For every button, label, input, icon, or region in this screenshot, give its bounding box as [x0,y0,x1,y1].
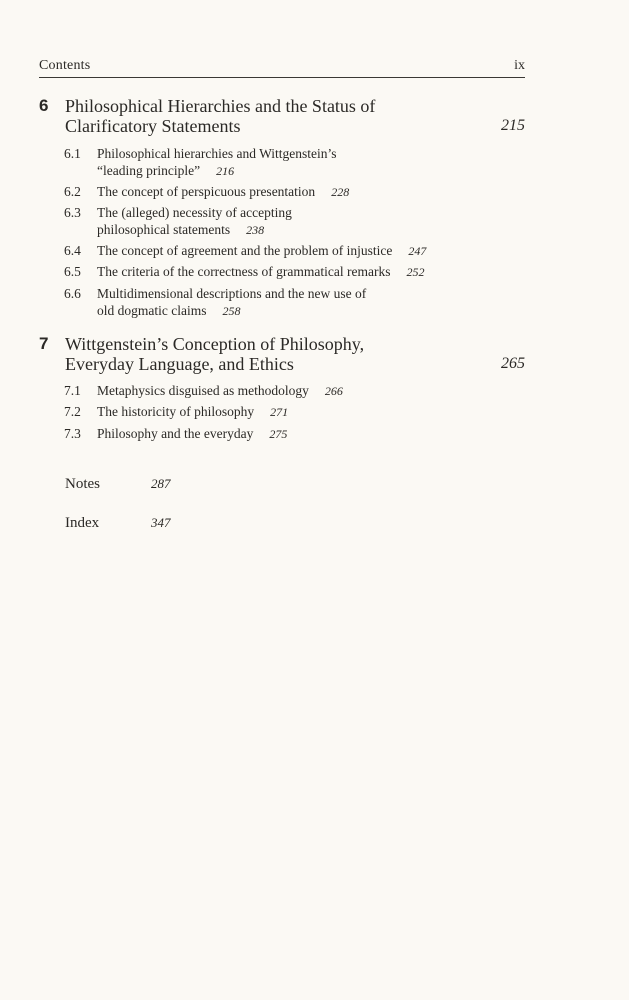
chapter-7-entry [39,334,525,374]
chapter-title [65,334,445,374]
section-title-line [97,382,487,400]
section-title-line: Philosophical hierarchies and Wittgenstein’s [97,146,337,161]
chapter-title-line: Wittgenstein’s Conception of Philosophy, [65,334,365,354]
section-title [97,242,487,260]
chapter-page: 215 [501,117,525,134]
section-title [97,263,487,281]
section-number: 7.3 [64,426,81,441]
chapter-6-entry [39,96,525,136]
section-page: 216 [216,164,235,178]
running-head-page-number: ix [514,58,525,73]
section-title [97,403,487,421]
section-title-text: The concept of perspicuous presentation [97,184,316,199]
section-title-text: The concept of agreement and the problem of injustice [97,243,393,258]
section-title-text: Philosophy and the everyday [97,426,254,441]
section-title [97,183,487,201]
section-number: 6.1 [64,146,81,161]
section-page: 252 [406,265,425,279]
section-page: 228 [331,185,350,199]
section-number: 6.5 [64,264,81,279]
section-title-line: Multidimensional descriptions and the new use of [97,286,367,301]
backmatter-page: 347 [151,515,171,530]
running-head-title: Contents [39,58,91,73]
section-number: 6.6 [64,286,81,301]
section-page: 258 [222,304,241,318]
section-page: 275 [269,427,288,441]
section-number: 6.2 [64,184,81,199]
section-title [97,425,487,443]
section-title [97,145,487,180]
section-page: 266 [324,384,343,398]
section-title-text: The criteria of the correctness of grammatical remarks [97,264,391,279]
chapter-number: 7 [39,334,49,353]
section-title [97,382,487,400]
section-title-text: Metaphysics disguised as methodology [97,383,309,398]
chapter-title-line: Everyday Language, and Ethics [65,354,294,374]
section-title-text: The historicity of philosophy [97,404,255,419]
section-number: 6.3 [64,205,81,220]
section-title-line [97,263,487,281]
section-title-line [97,403,487,421]
section-title [97,285,487,320]
backmatter-label: Notes [65,476,100,492]
section-title [97,204,487,239]
section-title-text: old dogmatic claims [97,303,207,318]
chapter-title [65,96,445,136]
chapter-number: 6 [39,96,49,115]
section-title-line [97,302,487,320]
section-title-line [97,425,487,443]
section-title-line [97,183,487,201]
section-page: 271 [270,405,289,419]
section-number: 7.1 [64,383,81,398]
section-title-line: The (alleged) necessity of accepting [97,205,292,220]
chapter-page: 265 [501,355,525,372]
section-title-text: philosophical statements [97,222,231,237]
backmatter-label: Index [65,515,100,531]
section-title-text: “leading principle” [97,163,201,178]
backmatter-index [65,514,171,532]
chapter-title-line: Clarificatory Statements [65,116,241,136]
section-title-line [97,162,487,180]
running-head [39,57,525,78]
section-title-line [97,221,487,239]
section-page: 238 [246,223,265,237]
section-page: 247 [408,244,427,258]
section-number: 7.2 [64,404,81,419]
chapter-title-line: Philosophical Hierarchies and the Status of [65,96,376,116]
section-number: 6.4 [64,243,81,258]
backmatter-page: 287 [151,476,171,491]
section-title-line [97,242,487,260]
backmatter-notes [65,475,171,493]
